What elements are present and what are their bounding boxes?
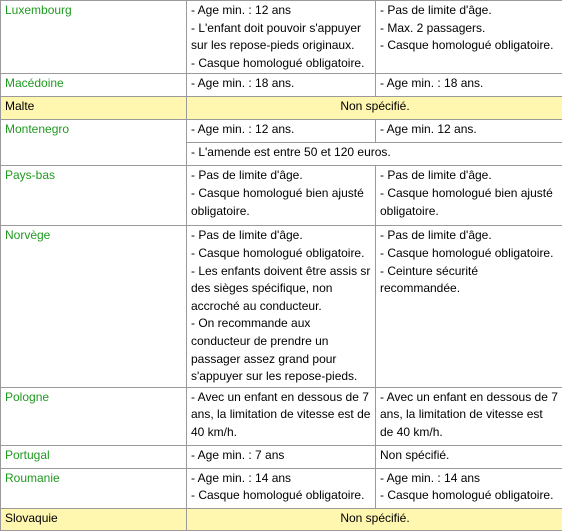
rule-cell: [376, 166, 562, 226]
rule-line: - Casque homologué bien ajusté obligatoire.: [380, 185, 553, 218]
rule-cell: [187, 468, 376, 508]
table-row: [1, 508, 562, 530]
rule-line: - Casque homologué obligatoire.: [191, 55, 365, 70]
rule-line: - Age min. : 14 ans: [380, 470, 481, 485]
rule-line: - Casque homologué obligatoire.: [380, 245, 554, 260]
rule-line: - Pas de limite d'âge.: [380, 228, 492, 243]
rule-line: - Age min. : 14 ans: [191, 470, 292, 485]
country-cell: Malte: [1, 97, 187, 120]
rule-line: - Casque homologué bien ajusté obligatoire.: [191, 185, 364, 218]
rule-cell: - Age min. 12 ans.: [376, 120, 562, 143]
rule-cell: [376, 226, 562, 387]
rule-cell: [187, 166, 376, 226]
rule-cell: [376, 468, 562, 508]
table-row: [1, 97, 562, 120]
country-cell: Portugal: [1, 445, 187, 468]
rule-line: - Casque homologué obligatoire.: [191, 488, 365, 503]
rule-cell: - Avec un enfant en dessous de 7 ans, la limitation de vitesse est de 40 km/h.: [376, 387, 562, 445]
rule-cell: Non spécifié.: [376, 445, 562, 468]
table-row: [1, 468, 562, 508]
table-row: [1, 166, 562, 226]
table-row: [1, 445, 562, 468]
rule-cell: [376, 1, 562, 74]
table-row: [1, 387, 562, 445]
rule-line: - Pas de limite d'âge.: [191, 228, 303, 243]
country-cell: Norvège: [1, 226, 187, 387]
rule-cell: [187, 226, 376, 387]
rule-line: - Les enfants doivent être assis sr des sièges spécifique, non accroché au conducteur.: [191, 263, 371, 313]
country-cell: Slovaquie: [1, 508, 187, 530]
rule-line: - Age min. : 12 ans: [191, 3, 292, 17]
rule-cell: - Age min. : 18 ans.: [187, 74, 376, 97]
rule-line: - Pas de limite d'âge.: [191, 168, 303, 183]
country-cell: Montenegro: [1, 120, 187, 166]
table-row: [1, 120, 562, 143]
table-row: [1, 1, 562, 74]
country-cell: Luxembourg: [1, 1, 187, 74]
rule-line: - Casque homologué obligatoire.: [380, 38, 554, 53]
rule-cell: - Age min. : 7 ans: [187, 445, 376, 468]
rule-cell: - Age min. : 12 ans.: [187, 120, 376, 143]
rule-line: - Ceinture sécurité recommandée.: [380, 263, 479, 296]
country-cell: Macédoine: [1, 74, 187, 97]
table-row: [1, 74, 562, 97]
regulations-table-body: [1, 1, 562, 531]
merged-cell: Non spécifié.: [187, 508, 562, 530]
note-cell: - L'amende est entre 50 et 120 euros.: [187, 143, 562, 166]
country-cell: Roumanie: [1, 468, 187, 508]
rule-cell: - Age min. : 18 ans.: [376, 74, 562, 97]
rule-line: - Casque homologué obligatoire.: [191, 245, 365, 260]
country-cell: Pologne: [1, 387, 187, 445]
merged-cell: Non spécifié.: [187, 97, 562, 120]
country-cell: Pays-bas: [1, 166, 187, 226]
rule-line: - Max. 2 passagers.: [380, 20, 486, 35]
rule-line: - L'enfant doit pouvoir s'appuyer sur les repose-pieds originaux.: [191, 20, 362, 53]
rule-line: - Pas de limite d'âge.: [380, 168, 492, 183]
rule-line: - Pas de limite d'âge.: [380, 3, 492, 17]
rule-cell: [187, 1, 376, 74]
rule-cell: - Avec un enfant en dessous de 7 ans, la limitation de vitesse est de 40 km/h.: [187, 387, 376, 445]
table-row: [1, 226, 562, 387]
rule-line: - Casque homologué obligatoire.: [380, 488, 554, 503]
rule-line: - On recommande aux conducteur de prendre un passager assez grand pour s'appuyer sur les repose-pieds.: [191, 316, 358, 384]
